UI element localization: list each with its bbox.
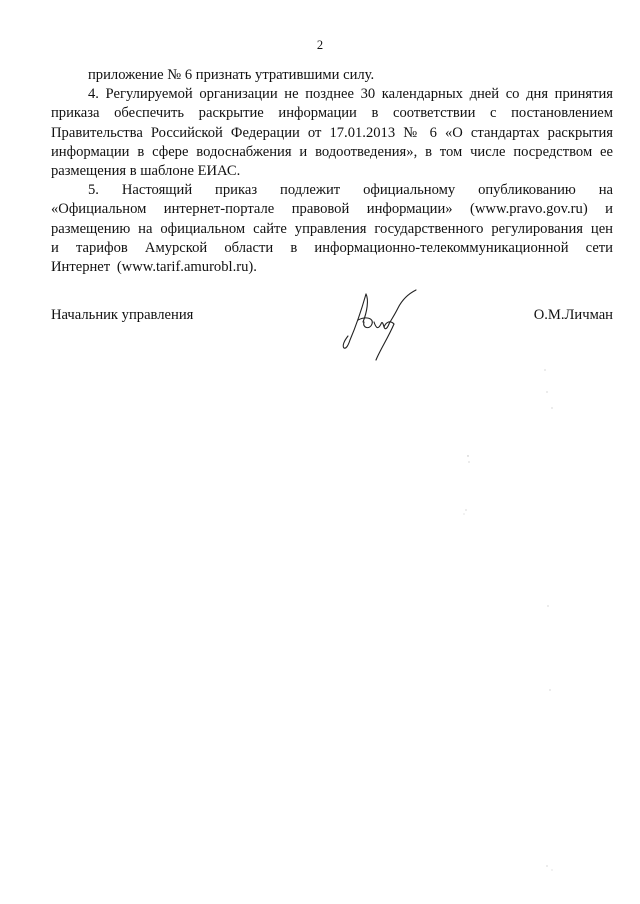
signer-position: Начальник управления (51, 307, 194, 323)
handwritten-signature (336, 286, 426, 366)
paragraph-item-5: 5. Настоящий приказ подлежит официальному опубликованию на «Официальном интернет-портале правовой информации» (www.pravo.gov.ru) и размещению на официальном сайте управления государственного регулирования цен и тарифов Амурской области в информационно-телекоммуникационной сети Интернет (www.tarif.amurobl.ru). (51, 182, 613, 276)
paragraph-item-4: 4. Регулируемой организации не позднее 30 календарных дней со дня принятия приказа обеспечить раскрытие информации в соответствии с постановлением Правительства Российской Федерации от 17.01.2013 № 6 «О стандартах раскрытия информации в сфере водоснабжения и водоотведения», в том числе посредством ее размещения в шаблоне ЕИАС. (51, 86, 613, 180)
page-number: 2 (316, 38, 324, 52)
signer-name: О.М.Личман (533, 307, 613, 323)
document-body (51, 66, 613, 277)
paragraph-continuation: приложение № 6 признать утратившими силу. (88, 67, 375, 83)
signature-row (51, 307, 613, 327)
